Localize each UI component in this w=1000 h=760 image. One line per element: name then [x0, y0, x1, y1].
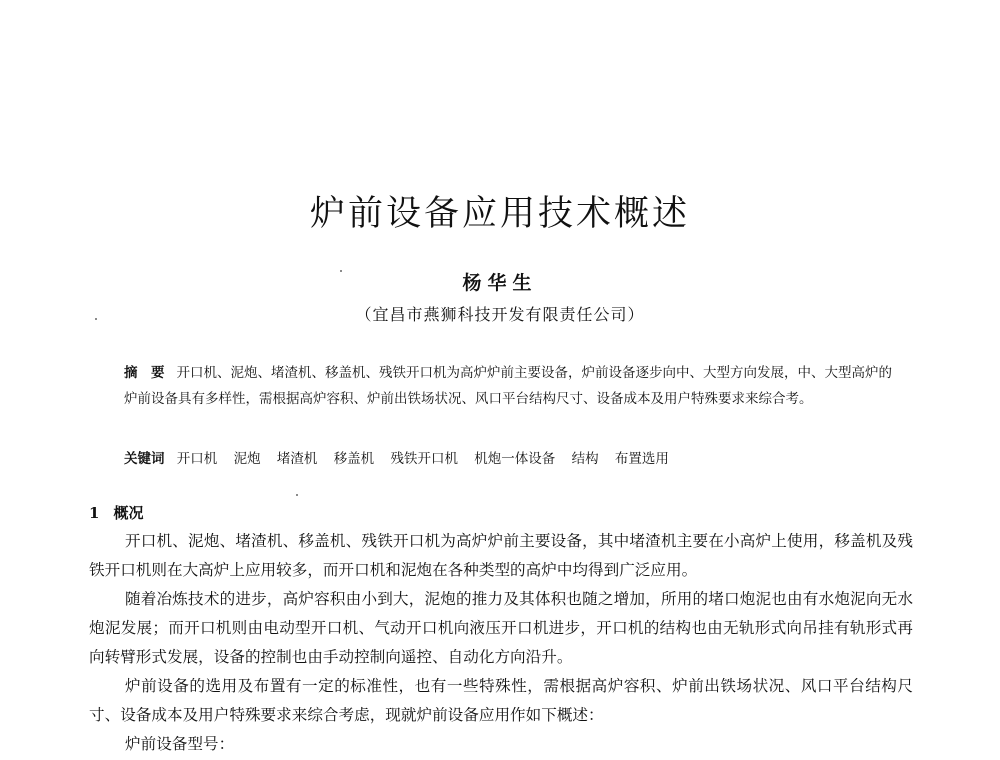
- scan-speck: [296, 494, 298, 496]
- keyword-item: 堵渣机: [276, 451, 318, 467]
- keyword-item: 开口机: [176, 451, 218, 467]
- author-affiliation: （宜昌市燕狮科技开发有限责任公司）: [355, 305, 645, 324]
- keyword-item: 残铁开口机: [390, 451, 458, 467]
- keyword-item: 布置选用: [614, 451, 669, 467]
- section-number: 1: [89, 504, 100, 522]
- author-name: 杨华生: [462, 272, 538, 294]
- abstract-text: 开口机、泥炮、堵渣机、移盖机、残铁开口机为高炉炉前主要设备，炉前设备逐步向中、大型方向发展，中、大型高炉的炉前设备具有多样性，需根据高炉容积、炉前出铁场状况、风口平台结构尺寸、设备成本及用户特殊要求来综合考。: [124, 365, 892, 407]
- body-paragraph: 炉前设备型号：: [125, 735, 235, 753]
- abstract-block: [124, 360, 894, 412]
- section-title: 概况: [113, 504, 144, 522]
- keyword-item: 机炮一体设备: [474, 451, 556, 467]
- keywords-label: 关键词: [124, 451, 165, 467]
- document-title: 炉前设备应用技术概述: [309, 194, 690, 234]
- body-paragraph: 开口机、泥炮、堵渣机、移盖机、残铁开口机为高炉炉前主要设备，其中堵渣机主要在小高炉上使用，移盖机及残铁开口机则在大高炉上应用较多，而开口机和泥炮在各种类型的高炉中均得到广泛应用。: [89, 532, 913, 579]
- keyword-item: 泥炮: [233, 451, 261, 467]
- body-paragraph: 随着冶炼技术的进步，高炉容积由小到大，泥炮的推力及其体积也随之增加，所用的堵口炮泥也由有水炮泥向无水炮泥发展；而开口机则由电动型开口机、气动开口机向液压开口机进步，开口机的结构也由无轨形式向吊挂有轨形式再向转臂形式发展，设备的控制也由手动控制向遥控、自动化方向沿升。: [89, 590, 913, 666]
- section-heading: [89, 502, 143, 523]
- keywords-block: [124, 446, 894, 472]
- body-paragraph: 炉前设备的选用及布置有一定的标准性，也有一些特殊性，需根据高炉容积、炉前出铁场状况、风口平台结构尺寸、设备成本及用户特殊要求来综合考虑，现就炉前设备应用作如下概述：: [89, 677, 913, 724]
- keyword-item: 结构: [571, 451, 599, 467]
- abstract-label: 摘 要: [124, 365, 165, 381]
- keyword-item: 移盖机: [333, 451, 375, 467]
- body-text: [89, 527, 913, 759]
- scan-speck: [340, 270, 342, 272]
- scan-speck: [95, 318, 97, 320]
